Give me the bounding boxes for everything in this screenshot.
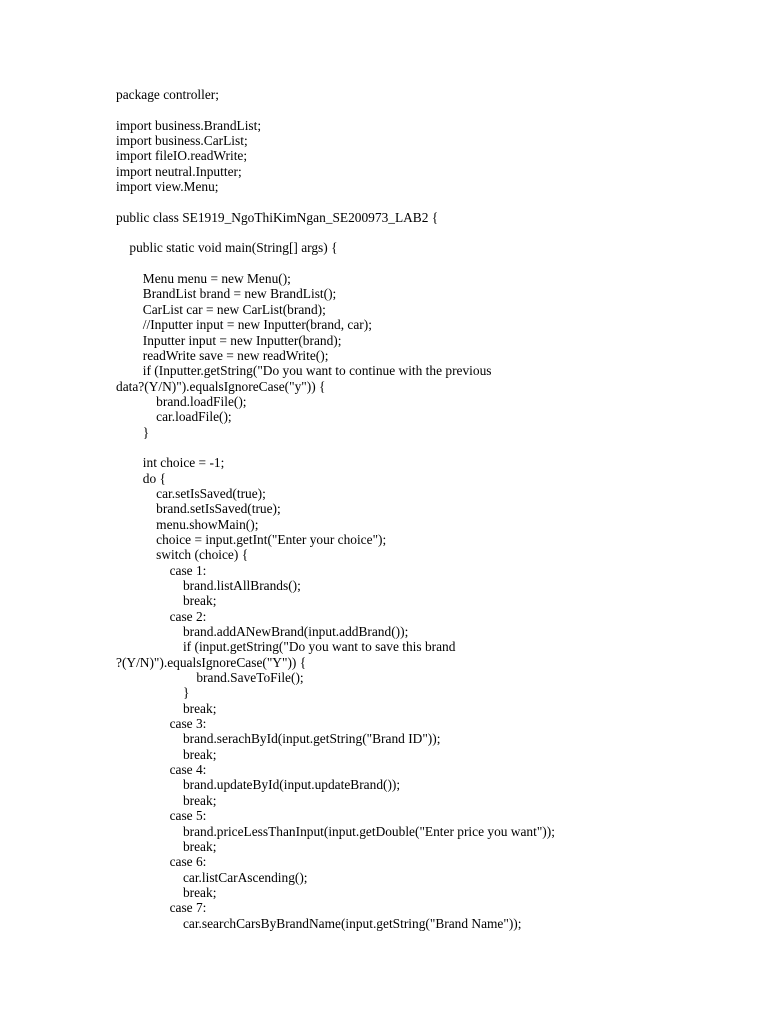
code-line: CarList car = new CarList(brand); bbox=[116, 301, 326, 317]
code-line: case 2: bbox=[116, 608, 207, 624]
code-line: brand.serachById(input.getString("Brand ID")); bbox=[116, 731, 441, 747]
code-line: BrandList brand = new BrandList(); bbox=[116, 286, 337, 302]
code-line: import fileIO.readWrite; bbox=[116, 148, 248, 164]
code-line: Inputter input = new Inputter(brand); bbox=[116, 332, 342, 348]
code-line: } bbox=[116, 424, 150, 440]
code-line: case 3: bbox=[116, 716, 207, 732]
code-line: brand.priceLessThanInput(input.getDouble("Enter price you want")); bbox=[116, 823, 555, 839]
code-line: car.setIsSaved(true); bbox=[116, 485, 266, 501]
code-line: case 7: bbox=[116, 900, 207, 916]
code-line: switch (choice) { bbox=[116, 547, 249, 563]
code-line: case 6: bbox=[116, 854, 207, 870]
code-line: int choice = -1; bbox=[116, 455, 225, 471]
code-line: //Inputter input = new Inputter(brand, car); bbox=[116, 317, 372, 333]
code-line: brand.updateById(input.updateBrand()); bbox=[116, 777, 401, 793]
code-line: public class SE1919_NgoThiKimNgan_SE200973_LAB2 { bbox=[116, 209, 439, 225]
code-line: import view.Menu; bbox=[116, 179, 219, 195]
code-line: Menu menu = new Menu(); bbox=[116, 271, 291, 287]
code-line: case 4: bbox=[116, 762, 207, 778]
blank-line bbox=[116, 194, 736, 209]
code-line: brand.addANewBrand(input.addBrand()); bbox=[116, 624, 409, 640]
code-line: break; bbox=[116, 884, 217, 900]
blank-line bbox=[116, 256, 736, 271]
code-line: ?(Y/N)").equalsIgnoreCase("Y")) { bbox=[116, 654, 307, 670]
code-line: import business.BrandList; bbox=[116, 117, 262, 133]
code-line: package controller; bbox=[116, 87, 219, 102]
blank-line bbox=[116, 440, 736, 455]
code-line: brand.listAllBrands(); bbox=[116, 578, 301, 593]
blank-line bbox=[116, 225, 736, 240]
code-line: brand.SaveToFile(); bbox=[116, 670, 304, 686]
code-line: car.searchCarsByBrandName(input.getString("Brand Name")); bbox=[116, 915, 522, 931]
code-line: break; bbox=[116, 593, 217, 609]
code-line: if (Inputter.getString("Do you want to continue with the previous bbox=[116, 363, 492, 379]
code-line: break; bbox=[116, 838, 217, 854]
code-listing bbox=[116, 87, 736, 931]
code-line: choice = input.getInt("Enter your choice"); bbox=[116, 531, 387, 547]
code-line: readWrite save = new readWrite(); bbox=[116, 347, 329, 363]
code-line: menu.showMain(); bbox=[116, 516, 259, 532]
blank-line bbox=[116, 102, 736, 117]
code-line: case 1: bbox=[116, 562, 207, 578]
code-line: car.loadFile(); bbox=[116, 409, 232, 425]
code-line: import neutral.Inputter; bbox=[116, 163, 242, 179]
code-line: break; bbox=[116, 700, 217, 716]
code-line: public static void main(String[] args) { bbox=[116, 240, 338, 256]
code-line: break; bbox=[116, 792, 217, 808]
code-line: brand.setIsSaved(true); bbox=[116, 501, 281, 517]
code-line: break; bbox=[116, 746, 217, 762]
code-line: brand.loadFile(); bbox=[116, 393, 247, 409]
code-line: car.listCarAscending(); bbox=[116, 869, 308, 885]
code-line: } bbox=[116, 685, 190, 701]
code-line: case 5: bbox=[116, 808, 207, 824]
code-line: if (input.getString("Do you want to save this brand bbox=[116, 639, 456, 655]
code-line: do { bbox=[116, 470, 166, 486]
code-line: import business.CarList; bbox=[116, 133, 248, 149]
code-line: data?(Y/N)").equalsIgnoreCase("y")) { bbox=[116, 378, 326, 394]
